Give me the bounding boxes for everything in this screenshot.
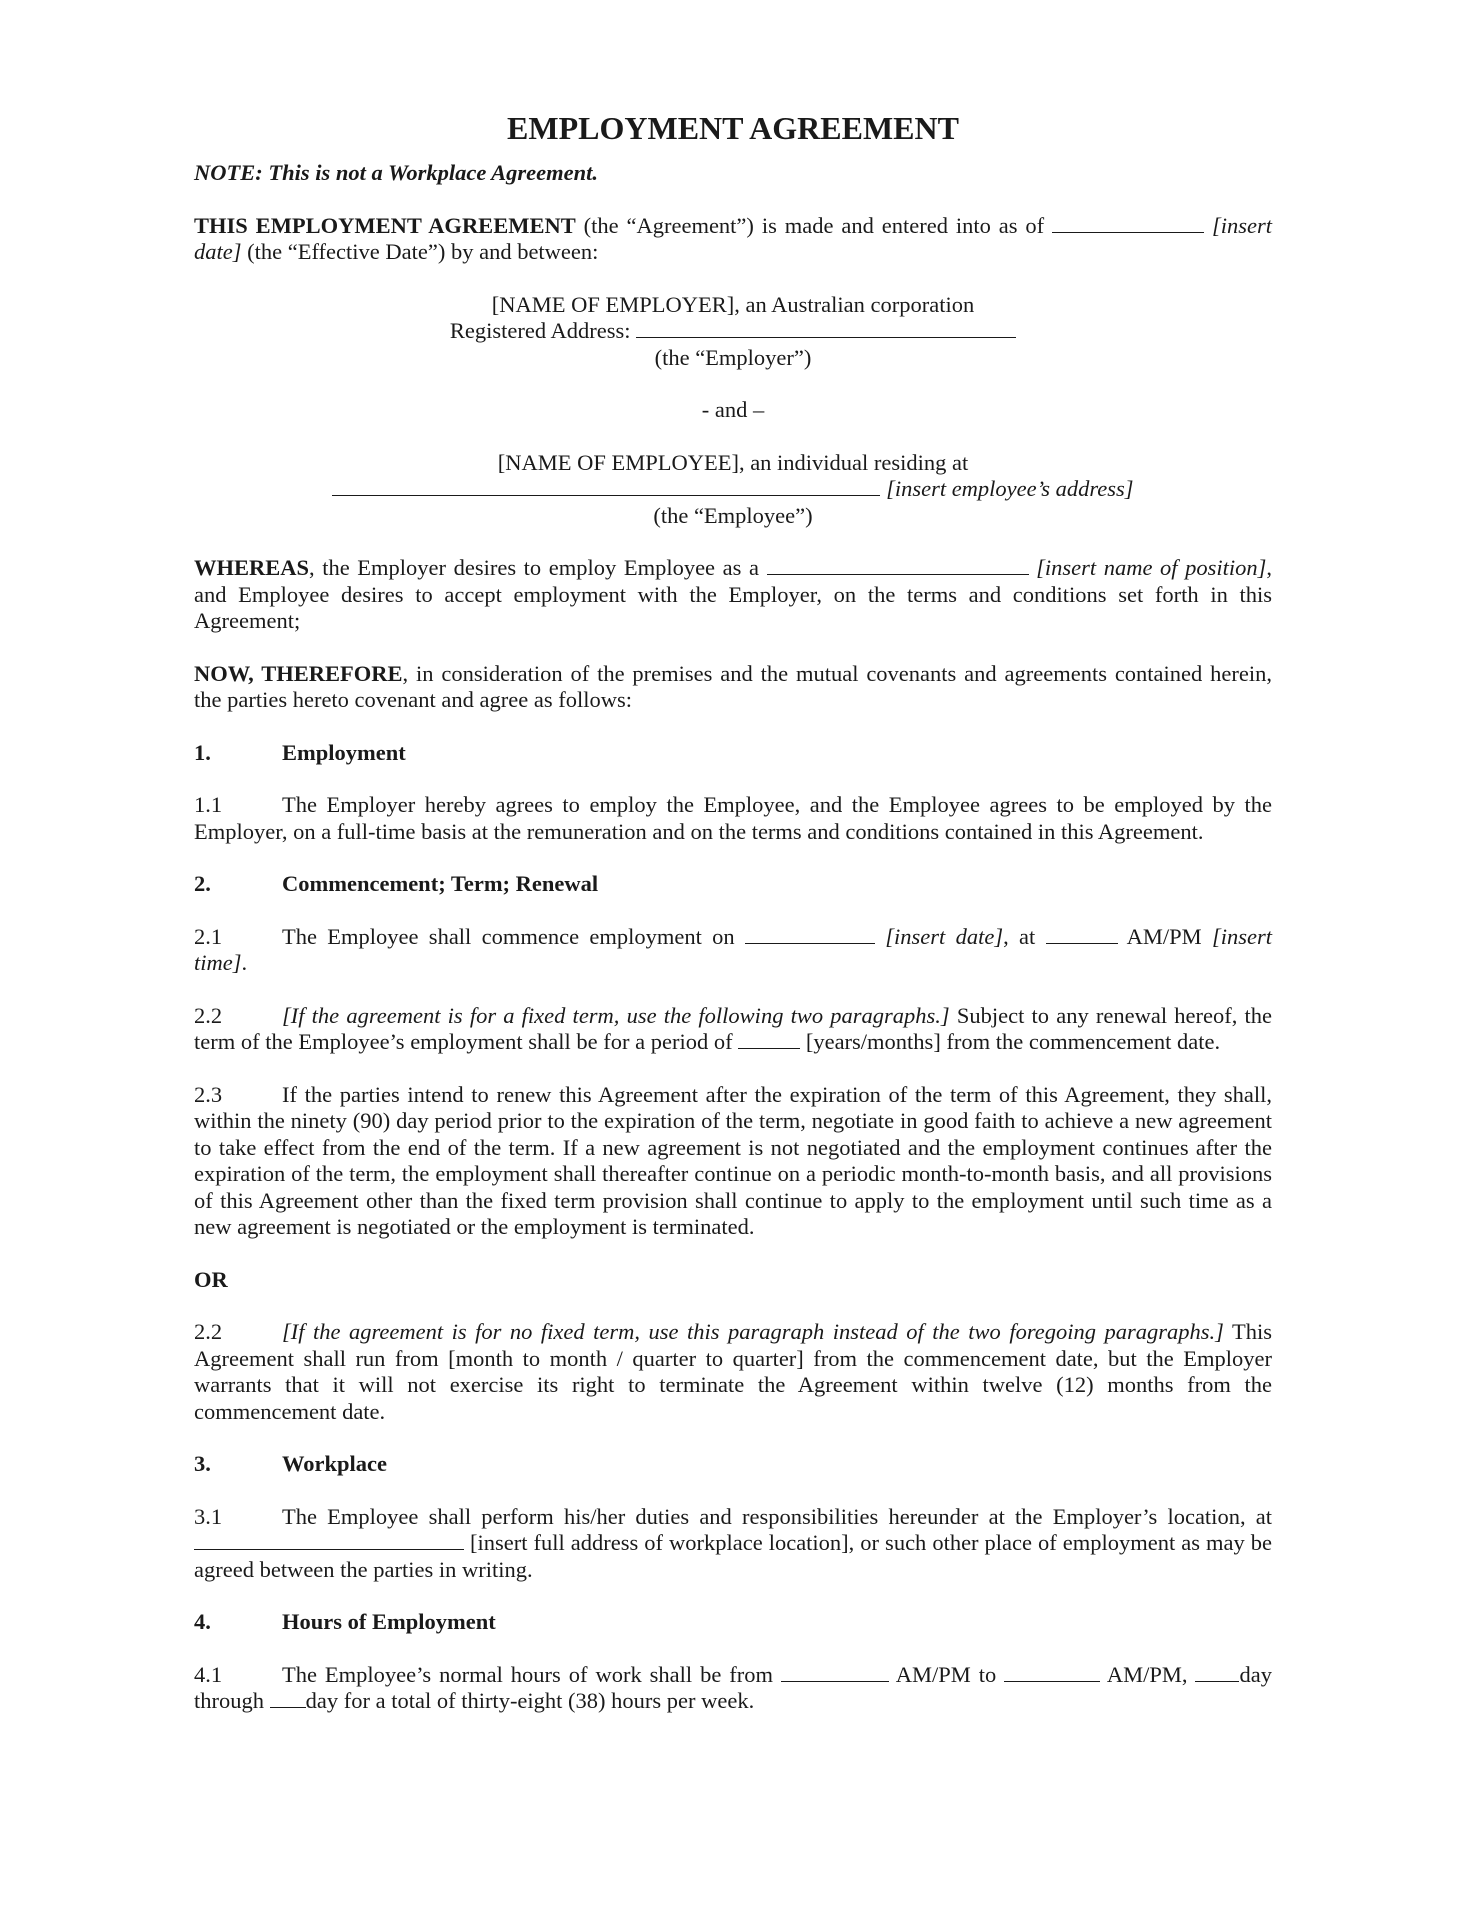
clause-text: [years/months] from the commencement date. <box>800 1029 1221 1054</box>
clause-text: The Employer hereby agrees to employ the Employee, and the Employee agrees to be employed by the Employer, on a full-time basis at the remuneration and on the terms and conditions contained in this Agreement. <box>194 792 1272 844</box>
now-therefore-text: , in consideration of the premises and the mutual covenants and agreements contained herein, the parties hereto covenant and agree as follows: <box>194 660 1272 712</box>
section-3-heading <box>194 1451 1272 1478</box>
clause-text: AM/PM, <box>1106 1661 1196 1687</box>
start-time-blank <box>781 1663 889 1682</box>
whereas-text-1: , the Employer desires to employ Employee as a <box>309 555 767 580</box>
clause-text: day for a total of thirty-eight (38) hours per week. <box>305 1688 755 1713</box>
clause-2-2-fixed <box>194 1003 1272 1056</box>
clause-text: day through <box>194 1661 1272 1713</box>
note-line: NOTE: This is not a Workplace Agreement. <box>194 160 598 185</box>
section-number: 3. <box>194 1451 211 1476</box>
time-blank <box>1046 925 1118 944</box>
document-page <box>194 108 1272 1741</box>
clause-text: , at <box>1003 923 1046 949</box>
employer-address-line <box>194 318 1272 345</box>
whereas-hint: [insert name of position] <box>1036 555 1267 580</box>
employee-defined: (the “Employee”) <box>653 502 813 528</box>
or-label: OR <box>194 1266 228 1292</box>
section-title: Commencement; Term; Renewal <box>282 871 599 896</box>
clause-text: The Employee shall perform his/her duties and responsibilities hereunder at the Employer’s location, at <box>282 1503 1272 1529</box>
clause-number: 4.1 <box>194 1661 223 1687</box>
clause-1-1 <box>194 792 1272 845</box>
commence-date-blank <box>745 925 875 944</box>
address-label: Registered Address: <box>449 318 637 343</box>
whereas-paragraph <box>194 555 1272 635</box>
clause-text: AM/PM <box>1117 923 1212 949</box>
clause-number: 2.2 <box>194 1319 223 1344</box>
employer-block <box>194 292 1272 372</box>
employee-address-blank <box>332 477 880 496</box>
period-blank <box>738 1030 800 1049</box>
clause-text: If the parties intend to renew this Agreement after the expiration of the term of this Agreement, they shall, within the ninety (90) day period prior to the expiration of the term, negotiate in good faith to achieve a new agreement to take effect from the end of the term. If a new agreement is not negotiated and the employment continues after the expiration of the term, the employment shall thereafter continue on a periodic month-to-month basis, and all provisions of this Agreement other than the fixed term provision shall continue to apply to the employment until such time as a new agreement is negotiated or the employment is terminated. <box>194 1081 1272 1239</box>
clause-number: 1.1 <box>194 792 223 817</box>
section-title: Workplace <box>282 1451 387 1476</box>
clause-text: The Employee’s normal hours of work shall be from <box>282 1661 781 1687</box>
clause-text: [insert full address of workplace location], or such other place of employment as may be agreed between the parties in writing. <box>194 1530 1272 1582</box>
and-separator: - and – <box>701 397 765 422</box>
clause-text: . <box>241 950 248 975</box>
fixed-term-hint: [If the agreement is for a fixed term, use the following two paragraphs.] <box>282 1002 950 1028</box>
intro-text-1: (the “Agreement”) is made and entered into as of <box>575 212 1045 238</box>
clause-2-2-no-fixed <box>194 1319 1272 1425</box>
employer-name-line: [NAME OF EMPLOYER], an Australian corporation <box>491 291 975 317</box>
document-title: EMPLOYMENT AGREEMENT <box>507 110 959 146</box>
start-day-blank <box>1195 1663 1239 1682</box>
section-4-heading <box>194 1609 1272 1636</box>
clause-number: 3.1 <box>194 1503 223 1529</box>
now-therefore-lead: NOW, THEREFORE <box>194 660 403 686</box>
employer-defined: (the “Employer”) <box>654 344 812 370</box>
employee-address-hint: [insert employee’s address] <box>886 476 1134 501</box>
section-number: 4. <box>194 1609 211 1634</box>
end-day-blank <box>270 1689 306 1708</box>
section-title: Hours of Employment <box>282 1609 496 1634</box>
section-number: 1. <box>194 739 211 765</box>
intro-paragraph <box>194 213 1272 266</box>
workplace-address-blank <box>194 1531 464 1550</box>
date-hint: [insert date] <box>885 923 1004 949</box>
employee-address-line <box>194 476 1272 503</box>
section-1-heading <box>194 740 1272 767</box>
clause-number: 2.1 <box>194 923 223 949</box>
intro-lead: THIS EMPLOYMENT AGREEMENT <box>194 212 576 238</box>
clause-2-1 <box>194 924 1272 977</box>
no-fixed-term-hint: [If the agreement is for no fixed term, use this paragraph instead of the two foregoing paragraphs.] <box>282 1319 1224 1344</box>
section-number: 2. <box>194 871 211 896</box>
clause-3-1 <box>194 1504 1272 1584</box>
clause-text: This Agreement shall run from [month to month / quarter to quarter] from the commencement date, but the Employer warrants that it will not exercise its right to terminate the Agreement within twelve (12) months from the commencement date. <box>194 1319 1272 1424</box>
clause-text: Subject to any renewal hereof, the term of the Employee’s employment shall be for a period of <box>194 1002 1272 1054</box>
employee-name-line: [NAME OF EMPLOYEE], an individual residing at <box>497 449 969 475</box>
date-blank <box>1052 214 1204 233</box>
clause-text: AM/PM to <box>889 1661 1005 1687</box>
section-2-heading <box>194 871 1272 898</box>
clause-number: 2.2 <box>194 1002 223 1028</box>
intro-hint: [insert date] <box>194 212 1272 264</box>
position-blank <box>767 556 1029 575</box>
section-title: Employment <box>282 739 406 765</box>
address-blank <box>636 319 1016 338</box>
whereas-lead: WHEREAS <box>194 555 310 580</box>
employee-block <box>194 450 1272 530</box>
end-time-blank <box>1004 1663 1100 1682</box>
clause-2-3 <box>194 1082 1272 1241</box>
time-hint: [insert time] <box>194 923 1272 975</box>
clause-number: 2.3 <box>194 1081 223 1107</box>
clause-text: The Employee shall commence employment on <box>282 923 745 949</box>
now-therefore-paragraph <box>194 661 1272 714</box>
clause-4-1 <box>194 1662 1272 1715</box>
whereas-text-2: , and Employee desires to accept employment with the Employer, on the terms and conditions set forth in this Agreement; <box>194 555 1273 633</box>
intro-text-2: (the “Effective Date”) by and between: <box>241 239 599 264</box>
